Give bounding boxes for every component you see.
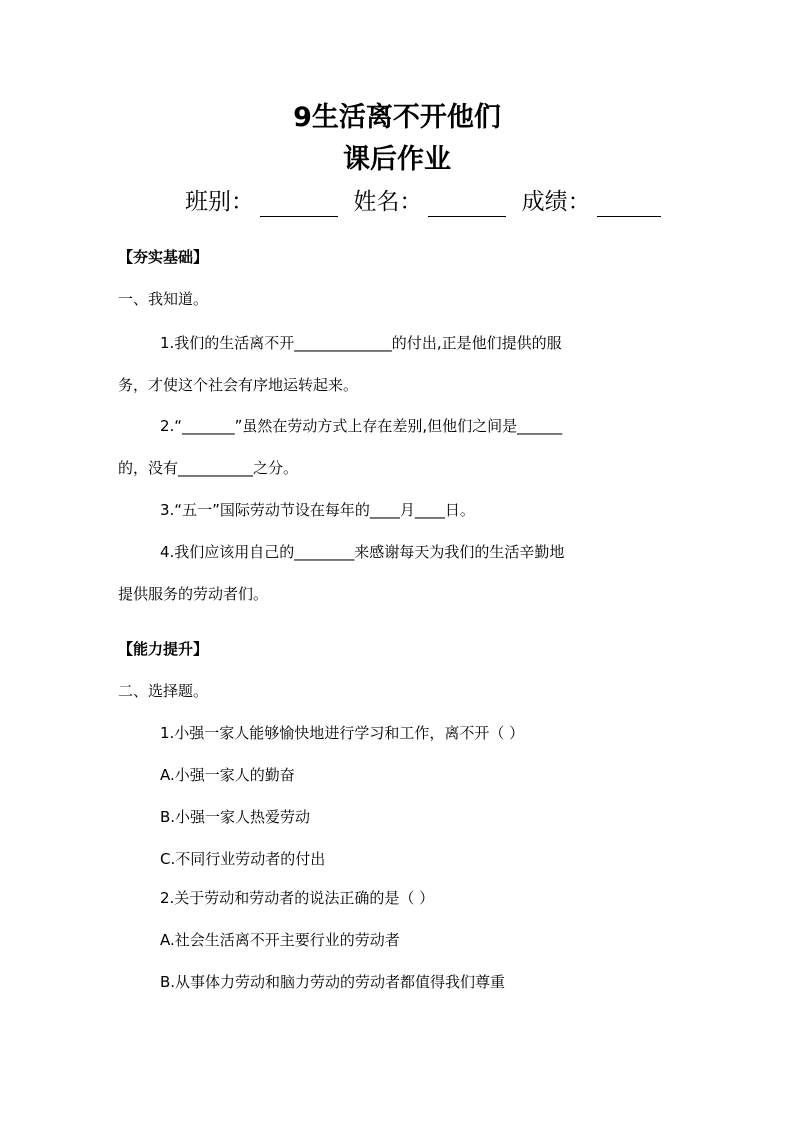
choice-question-1-option-a: A.小强一家人的勤奋 xyxy=(160,766,295,784)
section-heading-improvement: 【能力提升】 xyxy=(118,640,209,658)
fill-question-1-line-2: 务，才使这个社会有序地运转起来。 xyxy=(118,376,359,394)
page-title: 9生活离不开他们 xyxy=(293,102,501,133)
class-label: 班别： xyxy=(185,189,254,215)
score-label: 成绩： xyxy=(521,189,591,215)
fill-question-2-line-2: 的，没有__________之分。 xyxy=(118,459,299,477)
fill-question-2-line-1: 2.“_______”虽然在劳动方式上存在差别,但他们之间是______ xyxy=(160,417,563,435)
fill-question-4-line-1: 4.我们应该用自己的________来感谢每天为我们的生活辛勤地 xyxy=(160,543,565,561)
page-subtitle: 课后作业 xyxy=(343,144,451,175)
name-blank xyxy=(428,194,506,217)
section-heading-basics: 【夯实基础】 xyxy=(118,248,209,266)
fill-question-3: 3.“五一”国际劳动节设在每年的____月____日。 xyxy=(160,501,475,519)
fill-question-4-line-2: 提供服务的劳动者们。 xyxy=(118,585,269,603)
choice-question-1-option-c: C.不同行业劳动者的付出 xyxy=(160,850,326,868)
name-label: 姓名： xyxy=(353,189,423,215)
class-blank xyxy=(260,194,338,217)
choice-question-1-option-b: B.小强一家人热爱劳动 xyxy=(160,808,311,826)
question-title-fill-in: 一、我知道。 xyxy=(118,290,209,308)
student-info-row xyxy=(185,187,705,217)
score-blank xyxy=(597,194,661,217)
choice-question-2-option-b: B.从事体力劳动和脑力劳动的劳动者都值得我们尊重 xyxy=(160,973,506,991)
question-title-multiple-choice: 二、选择题。 xyxy=(118,682,209,700)
choice-question-1: 1.小强一家人能够愉快地进行学习和工作，离不开（ ） xyxy=(160,724,525,742)
choice-question-2: 2.关于劳动和劳动者的说法正确的是（ ） xyxy=(160,889,435,907)
choice-question-2-option-a: A.社会生活离不开主要行业的劳动者 xyxy=(160,931,400,949)
fill-question-1-line-1: 1.我们的生活离不开_____________的付出,正是他们提供的服 xyxy=(160,334,562,352)
